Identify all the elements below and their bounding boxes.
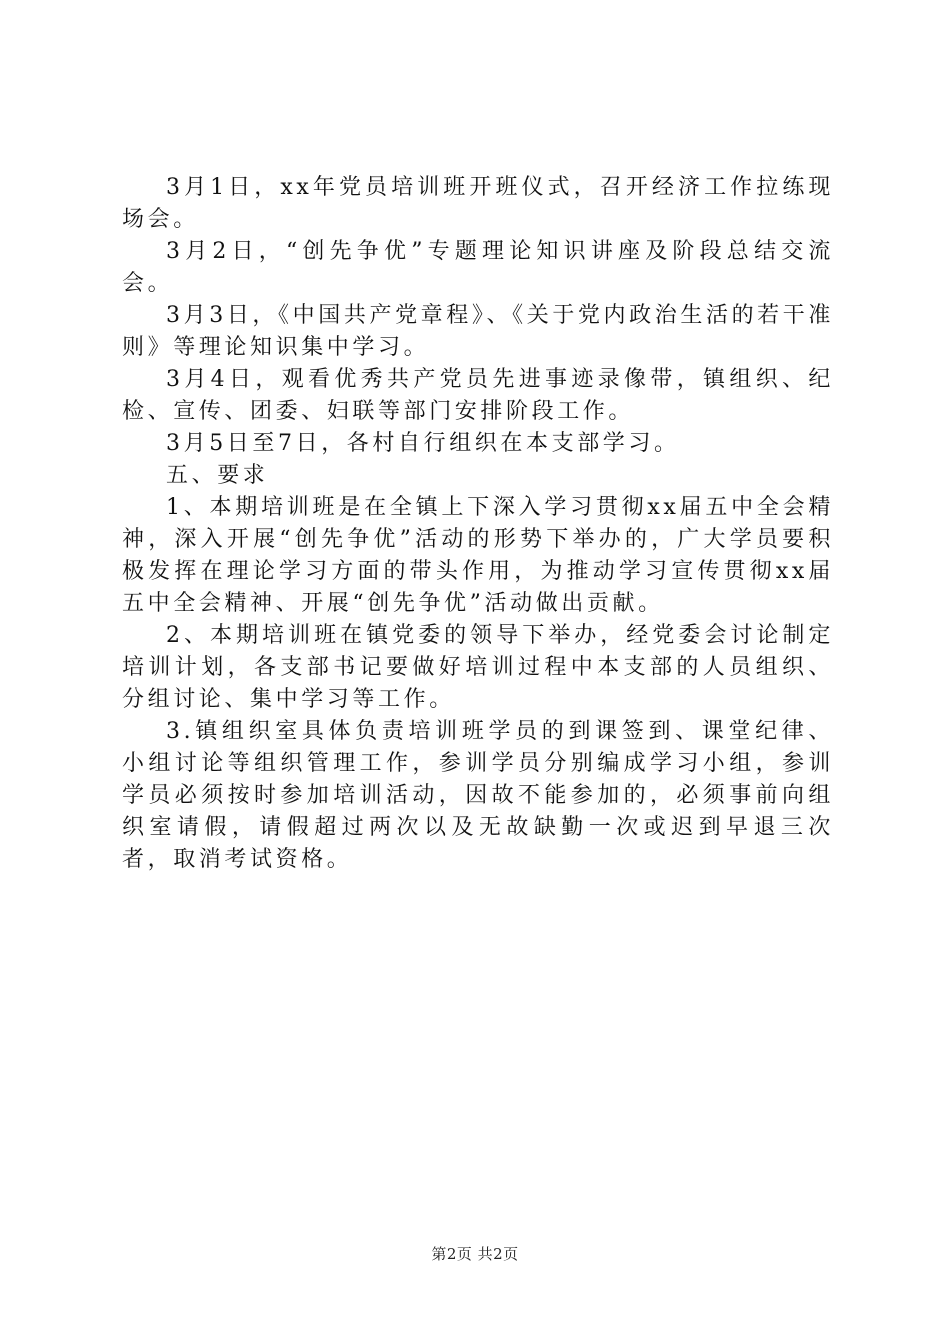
paragraph-schedule-day4: 3月4日，观看优秀共产党员先进事迹录像带，镇组织、纪检、宣传、团委、妇联等部门安排阶段工作。 bbox=[122, 367, 834, 424]
paragraph-requirement-3: 3.镇组织室具体负责培训班学员的到课签到、课堂纪律、小组讨论等组织管理工作，参训学员分别编成学习小组，参训学员必须按时参加培训活动，因故不能参加的，必须事前向组织室请假，请假超过两次以及无故缺勤一次或迟到早退三次者，取消考试资格。 bbox=[122, 719, 834, 872]
paragraph-requirement-1: 1、本期培训班是在全镇上下深入学习贯彻xx届五中全会精神，深入开展“创先争优”活动的形势下举办的，广大学员要积极发挥在理论学习方面的带头作用，为推动学习宣传贯彻xx届五中全会精神、开展“创先争优”活动做出贡献。 bbox=[122, 495, 834, 616]
paragraph-schedule-day3: 3月3日，《中国共产党章程》、《关于党内政治生活的若干准则》等理论知识集中学习。 bbox=[122, 303, 834, 360]
paragraph-requirement-2: 2、本期培训班在镇党委的领导下举办，经党委会讨论制定培训计划，各支部书记要做好培训过程中本支部的人员组织、分组讨论、集中学习等工作。 bbox=[122, 623, 834, 712]
page-footer: 第2页 共2页 bbox=[431, 1245, 519, 1263]
paragraph-schedule-day5-7: 3月5日至7日，各村自行组织在本支部学习。 bbox=[166, 431, 680, 456]
paragraph-schedule-day2: 3月2日，“创先争优”专题理论知识讲座及阶段总结交流会。 bbox=[122, 239, 834, 296]
section-heading-requirements: 五、要求 bbox=[166, 463, 269, 488]
document-body bbox=[122, 172, 834, 876]
paragraph-schedule-day1: 3月1日，xx年党员培训班开班仪式，召开经济工作拉练现场会。 bbox=[122, 175, 834, 232]
